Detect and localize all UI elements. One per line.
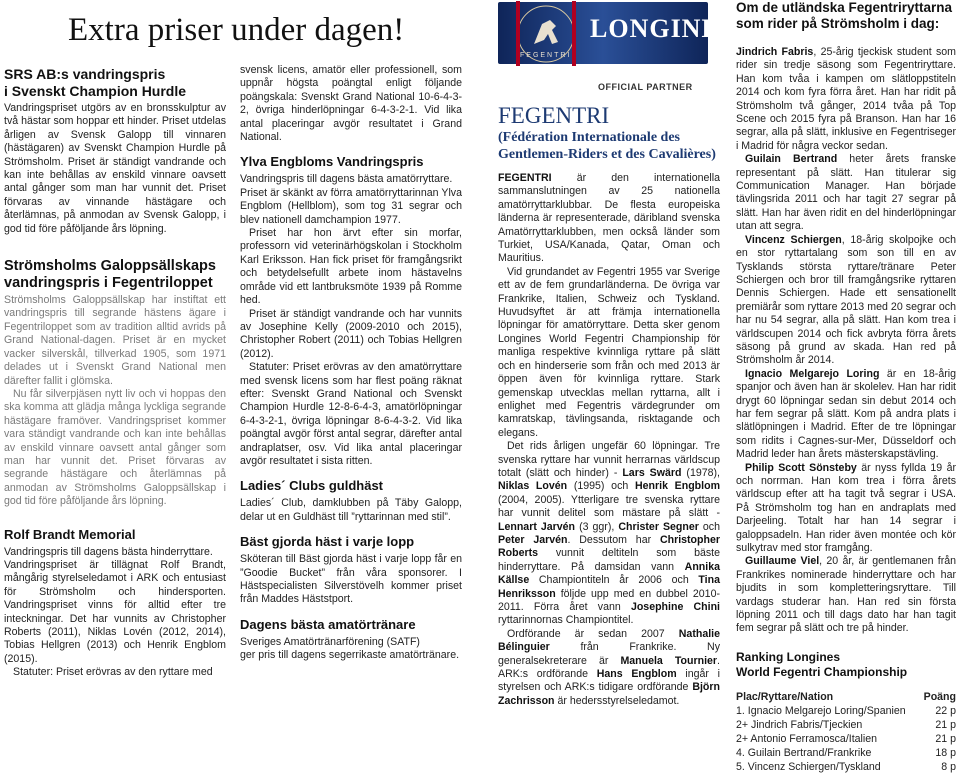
ranking-points: 21 p <box>935 732 956 745</box>
ranking-header-rider: Plac/Ryttare/Nation <box>736 690 834 703</box>
text: heter årets franske representant på slätt. Han titulerar sig Communication Manager. Han började tävlingsrida 2011 och har tagit 27 segrar på slätt. Han har även ridit en del hinderlöpningar utan att segra. <box>736 153 956 233</box>
paragraph <box>736 153 956 233</box>
text: (2004, 2005). Ytterligare tre svenska ryttare har vunnit delitel som mästare på slätt - <box>498 493 720 520</box>
text: är den internationella sammanslutningen av 25 nationella amatörryttarklubbar. De flesta europeiska länderna är representerade, däribland svenska Amatörryttarklubben, men också länder som Turkiet, USA/Kanada, Qatar, Oman och Mauritius. <box>498 172 720 265</box>
text: Det rids årligen ungefär 60 löpningar. Tre svenska ryttare har vunnit herrarnas världscup totalt (slätt och hinder) - <box>498 440 720 479</box>
paragraph: Ladies´ Club, damklubben på Täby Galopp, delar ut en Guldhäst till ”ryttarinnan med stil”. <box>240 497 462 523</box>
text: ryttarinnornas Championtitel. <box>498 614 634 627</box>
heading-best-trainer: Dagens bästa amatörtränare <box>240 616 416 632</box>
paragraph: Priset är ständigt vandrande och har vunnits av Josephine Kelly (2009-2010 och 2015), Christopher Robert (2011) och Tobias Hellgren (2012). <box>240 307 462 360</box>
bold-text: Jindrich Fabris <box>736 46 814 58</box>
paragraph: Vandringspriset är tillägnat Rolf Brandt, mångårig styrelseledamot i ARK och entusiast för Strömsholm och hindersporten. Vandringspriset vinns för alltid efter tre inteckningar. Det har vunnits av Christopher Roberts (2011), Niklas Lovén (2012, 2014), Tobias Hellgren (2013) och Henrik Engblom (2015). <box>4 558 226 665</box>
bold-text: Guilain Bertrand <box>745 153 838 166</box>
text: Championtiteln år 2006 och <box>529 574 699 587</box>
bold-text: Nathalie Bélinguier <box>498 627 720 654</box>
bold-text: Christer Segner <box>618 520 699 533</box>
ranking-points: 8 p <box>941 760 956 773</box>
bold-text: Annika Källse <box>498 560 720 587</box>
heading-ylva-prize: Ylva Engbloms Vandringspris <box>240 154 424 170</box>
ranking-table <box>736 690 956 774</box>
text: (3 ggr), <box>575 520 619 533</box>
bold-text: Henrik Engblom <box>634 480 720 493</box>
bold-text: Peter Jarvén <box>498 533 568 546</box>
paragraph <box>498 628 720 708</box>
paragraph <box>736 234 956 368</box>
ranking-row <box>736 718 956 732</box>
text: är en 18-årig spanjor och även han är skolelev. Han har ridit drygt 60 löpningar sedan sin debut 2014 och har fem segrar på slätt. Kom på andra plats i slätlöpningen i Madrid. Efter de tre löpningar som ridits i Cagnes-sur-Mer, Düsseldorf och Madrid leder han årets mästerskapstävling. <box>736 367 956 461</box>
heading-ladies-club: Ladies´ Clubs guldhäst <box>240 478 384 494</box>
heading-best-horse: Bäst gjorda häst i varje lopp <box>240 534 415 550</box>
paragraph: Vandringspris till dagens bästa hinderryttare. <box>4 545 213 558</box>
column-3 <box>498 172 720 708</box>
text: . Dessutom har <box>567 533 660 546</box>
paragraph: Vid grundandet av Fegentri 1955 var Sverige ett av de fem grundarländerna. De övriga var Frankrike, Italien, Schweiz och Tyskland. Huvudsyftet är att främja internationella löpningar för amatörryttare. Detta sker genom Longines World Fegentri Championship för manliga respektive kvinnliga ryttare på slätt och en hinderserie som från och med 2013 är öppen även för kvinnliga ryttare. Stark gemenskap utvecklas mellan ryttarna, allt i enlighet med Fegentris värdegrunder om kamratskap, tävlingsanda, risktagande och elegans. <box>498 265 720 439</box>
paragraph: Vandringspriset utgörs av en bronsskulptur av två hästar som hoppar ett hinder. Priset utdelas årligen av Svensk Galopp till vinnaren (hästägaren) av Svenskt Champion Hurdle på Strömsholm. Priset är ständigt vandrande och kan inte behållas av enskild vinnare oavsett antal gånger som man har vunnit det. Priset förvaras av vinnande hästägare och återlämnas, på anmodan av Svensk Galopp, i god tid före påföljande års löpning. <box>4 102 227 235</box>
text: (1995) och <box>567 480 635 493</box>
ranking-points: 18 p <box>935 746 956 759</box>
bold-text: FEGENTRI <box>498 172 552 184</box>
ranking-rider: 1. Ignacio Melgarejo Loring/Spanien <box>736 704 906 717</box>
bold-text: Björn Zachrisson <box>498 681 720 707</box>
paragraph <box>736 46 956 153</box>
bold-text: Hans Engblom <box>596 668 677 681</box>
text: är hedersstyrelseledamot. <box>554 694 680 707</box>
text: vunnit deltiteln som bäste hinderryttare. På damsidan vann <box>498 547 720 573</box>
heading-srs-prize: SRS AB:s vandringspris i Svenskt Champion Hurdle <box>4 66 187 99</box>
heading-ranking: Ranking Longines World Fegentri Championship <box>736 649 908 679</box>
paragraph: Statuter: Priset erövras av den ryttare med <box>13 666 213 679</box>
paragraph: Vandringspris till dagens bästa amatörryttare. <box>240 173 453 186</box>
page-title: Extra priser under dagen! <box>68 12 405 48</box>
text: , 20 år, är gentlemanen från Frankrikes nominerade hinderryttare och har bjudits in som kompletteringsryttare. Till vardags studerar han. Han red sin första löpning 2011 och till dags dato har han tagit fem segrar på slätt och tre på hinder. <box>736 555 956 635</box>
fegentri-title: FEGENTRI <box>498 103 610 128</box>
paragraph <box>498 172 720 266</box>
ranking-row <box>736 760 956 774</box>
bold-text: Tina Henriksson <box>498 574 720 600</box>
heading-rolf-brandt: Rolf Brandt Memorial <box>4 526 136 542</box>
paragraph: Priset har hon ärvt efter sin morfar, professorn vid veterinärhögskolan i Stockholm Karl Eriksson. Han fick priset för framgångsrikt och betydelsefullt arbete inom hästavelns område vid ett lantbruksmöte 1939 på Romme hed. <box>240 227 462 307</box>
bold-text: Niklas Lovén <box>498 480 568 493</box>
ranking-rider: 5. Vincenz Schiergen/Tyskland <box>736 760 881 773</box>
text: , 25-årig tjeckisk student som rider sin tredje säsong som Fegentriryttare. Han kom tvåa i kampen om slätloppstiteln 2014 och kom fyra förra året. Han har ridit på Strömsholm två gånger, 2014 tvåa på Top Scene och 2015 fyra på Branson. Han har 16 segrar, alla på slätt, inklusive en Fegentriseger i Madrid för några veckor sedan. <box>736 46 957 152</box>
paragraph: svensk licens, amatör eller professionell, som uppnår högsta poängtal enligt följande poängskala: Svenskt Grand National 10-6-4-3-2, övriga hinderlöpningar 6-4-3-2-1. Vid lika antal placeringar avgör resultatet i Grand National. <box>240 64 462 144</box>
fegentri-arc-text: FEGENTRI <box>520 52 572 59</box>
paragraph: Sköteran till Bäst gjorda häst i varje lopp får en ”Goodie Bucket” från våra sponsorer. I Hästspecialisten Silverstövelh kommer priset från Maddes Häststport. <box>240 553 462 606</box>
paragraph: Nu får silverpjäsen nytt liv och vi hoppas den ska komma att glädja många lyckliga segrande hästägare framöver. Vandringspriset kommer vara ständigt vandrande och kan inte behållas av enskild vinnare oavsett antal gånger som man har vunnit det. Priset förvaras av segrande hästägare och återlämnas på anmodan av Strömsholms Galoppsällskap i god tid före påföljande års löpning. <box>4 387 226 508</box>
paragraph <box>736 462 956 556</box>
fegentri-header <box>498 103 718 163</box>
ranking-header-points: Poäng <box>923 690 956 703</box>
paragraph: Priset är skänkt av förra amatörryttarinnan Ylva Engblom (Hellblom), som tog 31 segrar och blev nationell damchampion 1977. <box>240 186 462 226</box>
paragraph <box>498 440 720 628</box>
column-1 <box>4 66 226 680</box>
paragraph: Sveriges Amatörtränarförening (SATF) ger pris till dagens segerrikaste amatörtränare. <box>240 635 460 662</box>
bold-text: Josephine Chini <box>630 601 720 613</box>
paragraph <box>736 555 956 635</box>
column-4 <box>736 0 956 774</box>
paragraph: Strömsholms Galoppsällskap har instiftat ett vandringspris till segrande hästens ägare i Fegentriloppet som av tradition alltid avrids på Grand National-dagen. Priset är en mycket vacker silverskål, tillverkad 1905, som 1971 delades ut i Svenskt Grand National men därefter fallit i glömska. <box>4 294 226 387</box>
text: Ordförande är sedan 2007 <box>507 627 679 640</box>
column-2 <box>240 64 462 663</box>
longines-wordmark: LONGINES <box>590 14 736 43</box>
text: och <box>698 520 720 533</box>
bold-text: Philip Scott Sönsteby <box>745 461 857 474</box>
ranking-row <box>736 732 956 746</box>
ranking-points: 22 p <box>935 704 956 717</box>
paragraph <box>736 368 956 462</box>
official-partner-label: OFFICIAL PARTNER <box>598 82 693 92</box>
bold-text: Ignacio Melgarejo Loring <box>745 367 880 380</box>
heading-stromsholm-prize: Strömsholms Galoppsällskaps vandringspris i Fegentriloppet <box>4 258 216 292</box>
heading-foreign-riders: Om de utländska Fegentriryttarna som rider på Strömsholm i dag: <box>736 0 953 31</box>
ranking-rider: 2+ Jindrich Fabris/Tjeckien <box>736 718 863 731</box>
bold-text: Lennart Jarvén <box>498 520 576 533</box>
paragraph: Statuter: Priset erövras av den amatörryttare med svensk licens som har flest poäng räknat efter: Svenskt Grand National och Svenskt Champion Hurdle 12-8-6-4-3, amatörlöpningar 6-4-3-2-1, övriga löpningar 8-6-4-3-2. Vid lika poängtal avgör först antal segrar, därefter antal andraplatser, osv. Vid lika antal placeringar avgör resultatet i sista ritten. <box>240 361 462 467</box>
ranking-row <box>736 746 956 760</box>
text: (1978), <box>681 466 720 479</box>
text: ingår i styrelsen och ARK:s tidigare ordförande <box>498 668 720 694</box>
text: från Frankrike. Ny generalsekreterare är <box>498 641 720 667</box>
text: är nyss fyllda 19 år och norrman. Han kom trea i förra årets världscup efter att ha tagit två segrar i USA. På Strömsholm tog han en andraplats med Darjeeling. Totalt har han 14 segrar i galoppsadeln. Han rider även montée och kör sulkytrav med stor framgång. <box>736 461 956 555</box>
text: . ARK:s ordförande <box>498 654 720 681</box>
bold-text: Guillaume Viel <box>745 555 820 568</box>
bold-text: Vincenz Schiergen <box>745 233 842 246</box>
fegentri-subtitle: (Fédération Internationale des Gentlemen-Riders et des Cavalières) <box>498 130 716 162</box>
bold-text: Lars Swärd <box>622 466 682 479</box>
ranking-header <box>736 690 956 704</box>
text: , 18-årig skolpojke och en stor ryttartalang som son till en av Tysklands största ryttare/tränare Peter Schiergen och bror till framgångsrike ryttaren Dennis Schiergen. Hade ett sensationellt premiärår som ryttare 2013 med 20 segrar och har nu 54 segrar, alla på slätt. Han kom trea i världscupen 2014 och fick avbryta förra årets säsong på grund av skada. Han red på Strömsholm år 2014. <box>736 233 956 367</box>
ranking-rider: 2+ Antonio Ferramosca/Italien <box>736 732 878 745</box>
ranking-row <box>736 704 956 718</box>
ranking-points: 21 p <box>935 718 956 731</box>
bold-text: Christopher Roberts <box>498 533 720 560</box>
text: följde upp med en dubbel 2010-2011. Förra året vann <box>498 587 720 613</box>
ranking-rider: 4. Guilain Bertrand/Frankrike <box>736 746 872 759</box>
bold-text: Manuela Tournier <box>620 654 718 667</box>
